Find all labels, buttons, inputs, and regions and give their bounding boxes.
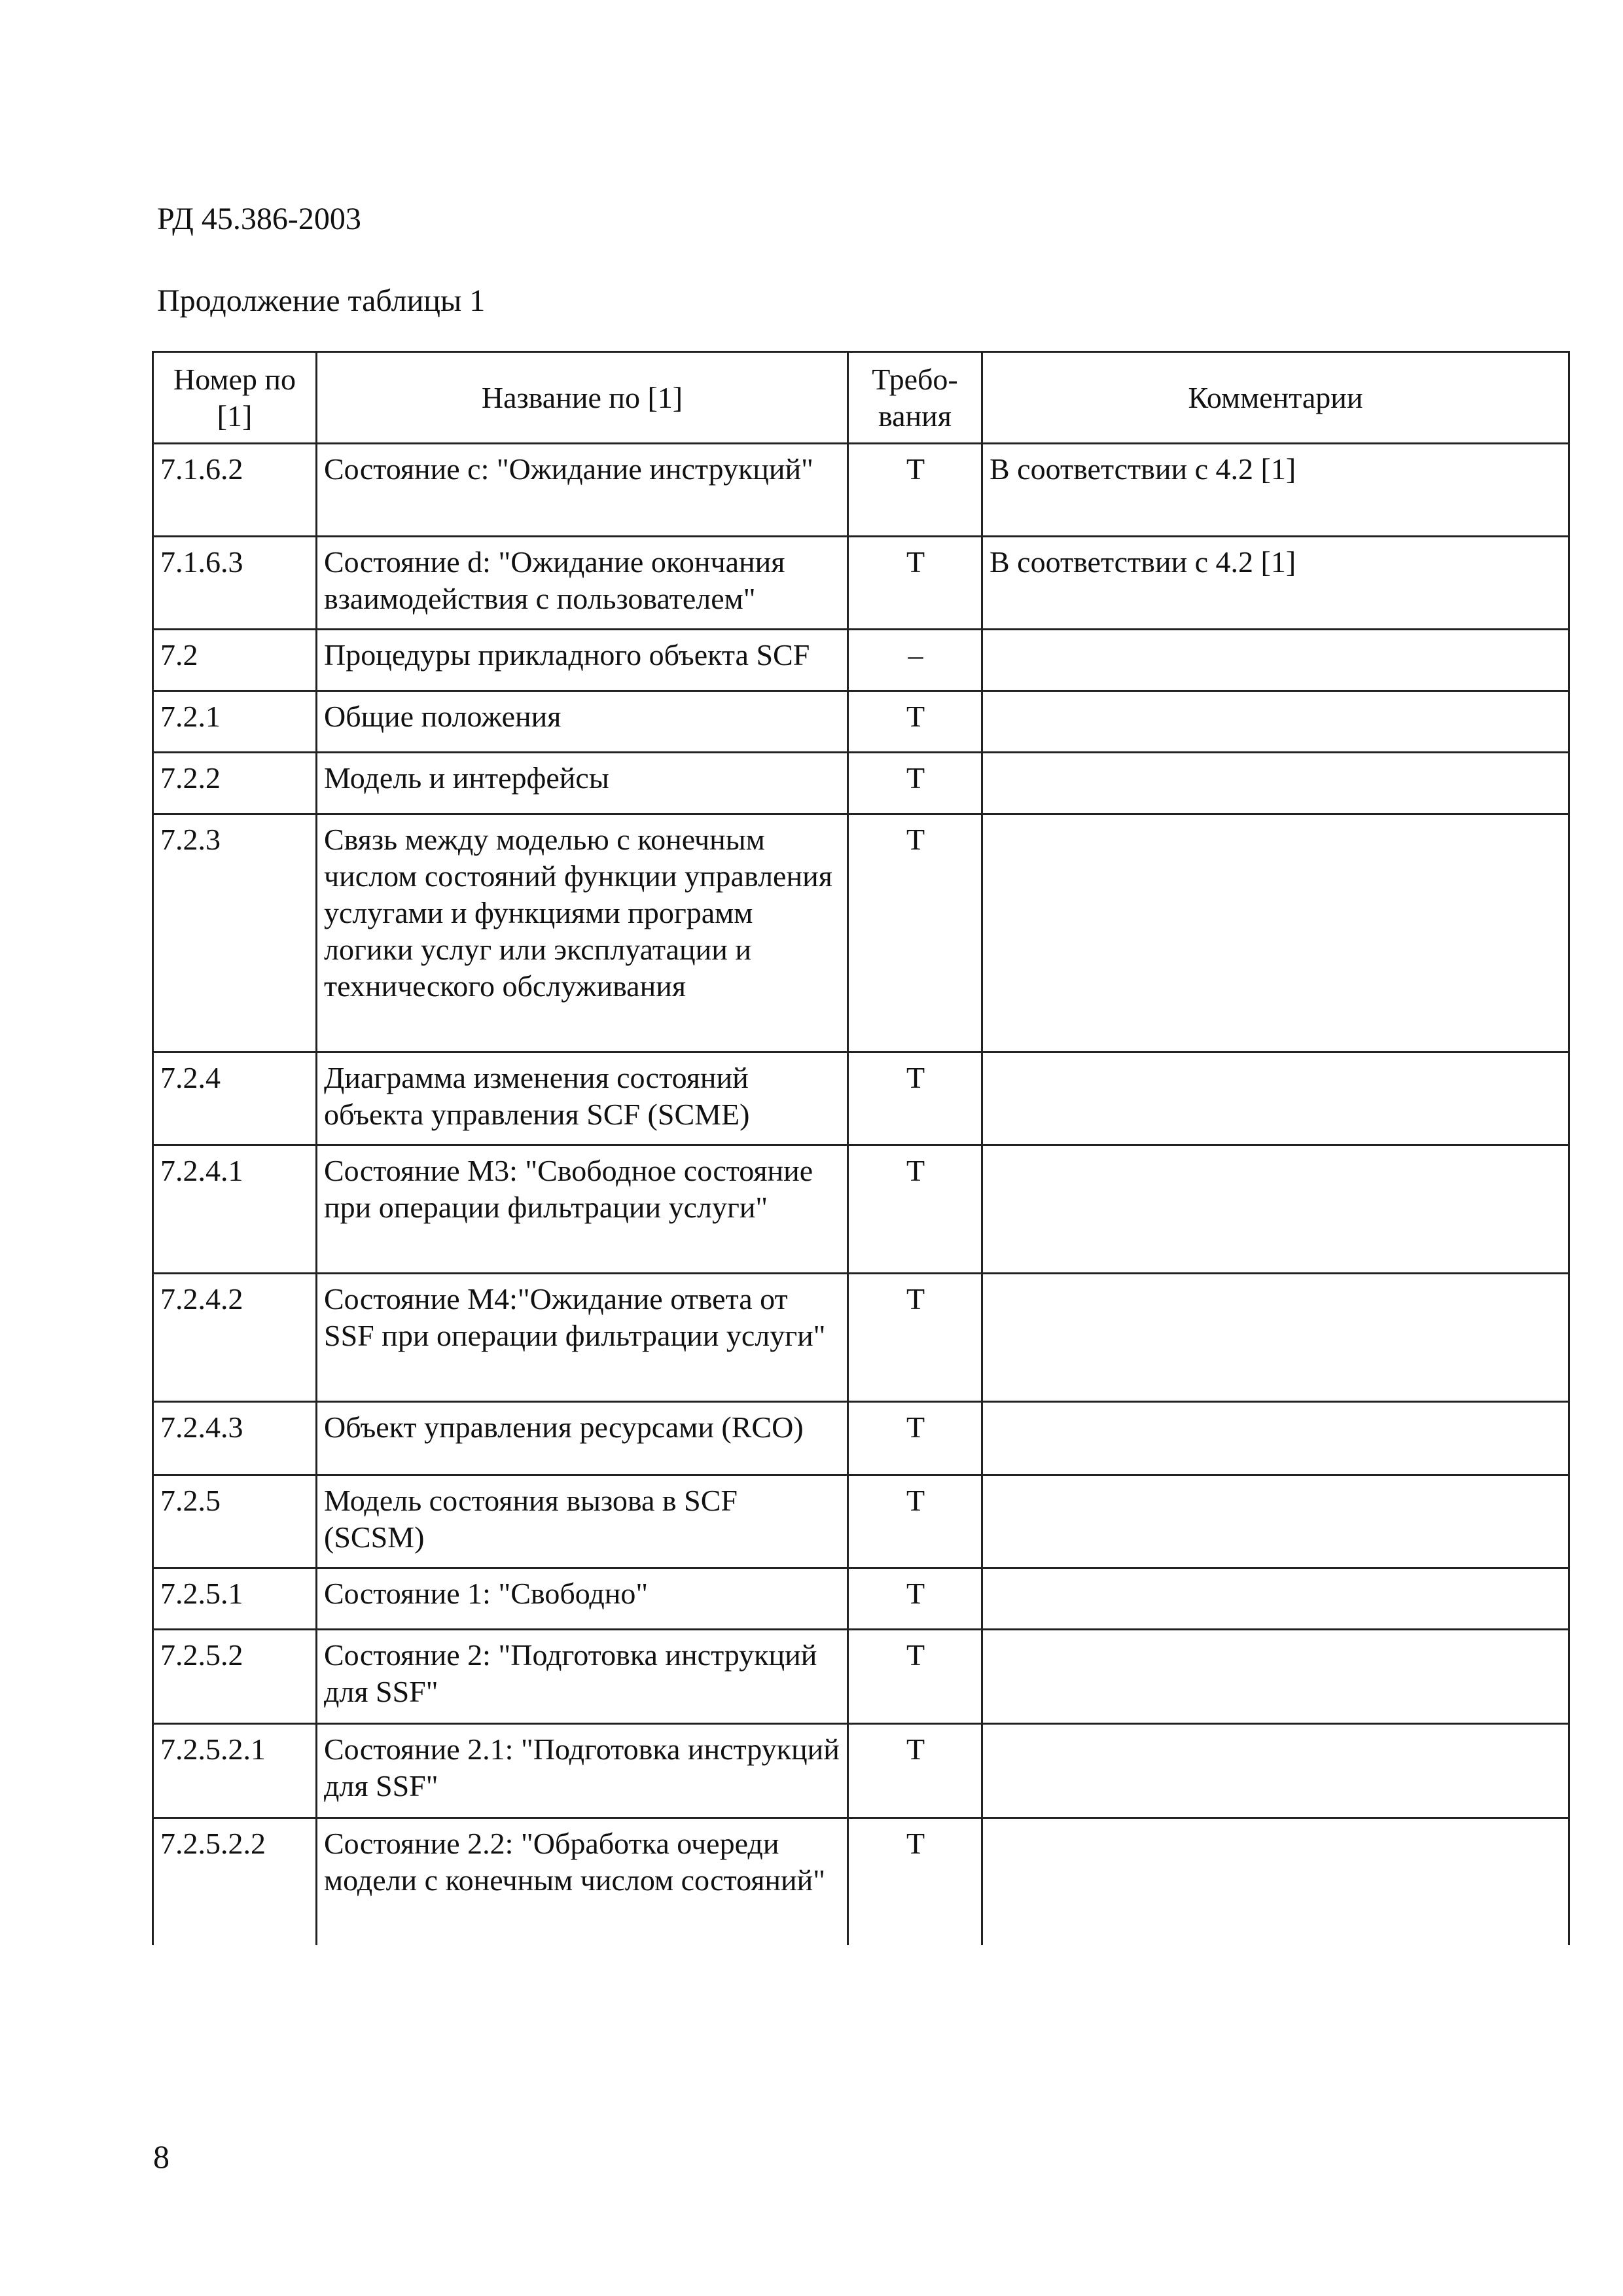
- requirements-table: [152, 351, 1570, 1945]
- column-header-number: Номер по [1]: [153, 352, 317, 444]
- cell-name: Состояние 2: "Подготовка инструкций для SSF": [317, 1630, 848, 1724]
- cell-comment: В соответствии с 4.2 [1]: [982, 444, 1569, 537]
- cell-comment: В соответствии с 4.2 [1]: [982, 537, 1569, 630]
- cell-number: 7.1.6.2: [153, 444, 317, 537]
- requirements-table-container: [152, 351, 1568, 1945]
- table-header-row: [153, 352, 1569, 444]
- cell-requirement: –: [848, 630, 982, 691]
- cell-comment: [982, 1475, 1569, 1568]
- cell-comment: [982, 630, 1569, 691]
- cell-requirement: Т: [848, 753, 982, 814]
- page-number: 8: [153, 2138, 169, 2175]
- cell-name: Состояние 1: "Свободно": [317, 1568, 848, 1630]
- cell-requirement: Т: [848, 1630, 982, 1724]
- cell-name: Состояние 2.1: "Подготовка инструкций для SSF": [317, 1724, 848, 1818]
- cell-comment: [982, 1568, 1569, 1630]
- cell-comment: [982, 1145, 1569, 1274]
- table-row: [153, 753, 1569, 814]
- column-header-comments: Комментарии: [982, 352, 1569, 444]
- cell-requirement: Т: [848, 691, 982, 753]
- table-row: [153, 537, 1569, 630]
- column-header-requirements: Требо-вания: [848, 352, 982, 444]
- cell-requirement: Т: [848, 1052, 982, 1145]
- cell-comment: [982, 691, 1569, 753]
- table-row: [153, 1052, 1569, 1145]
- cell-name: Состояние М3: "Свободное состояние при операции фильтрации услуги": [317, 1145, 848, 1274]
- cell-comment: [982, 753, 1569, 814]
- cell-name: Модель и интерфейсы: [317, 753, 848, 814]
- cell-requirement: Т: [848, 1145, 982, 1274]
- table-row: [153, 814, 1569, 1052]
- cell-requirement: Т: [848, 444, 982, 537]
- table-row: [153, 444, 1569, 537]
- table-row: [153, 1145, 1569, 1274]
- cell-name: Связь между моделью с конечным числом состояний функции управления услугами и функциями программ логики услуг или эксплуатации и технического обслуживания: [317, 814, 848, 1052]
- cell-name: Объект управления ресурсами (RCO): [317, 1402, 848, 1475]
- cell-comment: [982, 1818, 1569, 1945]
- table-row: [153, 1274, 1569, 1402]
- cell-number: 7.2.2: [153, 753, 317, 814]
- cell-number: 7.2.5.2.2: [153, 1818, 317, 1945]
- cell-number: 7.2.5.2.1: [153, 1724, 317, 1818]
- cell-name: Состояние 2.2: "Обработка очереди модели с конечным числом состояний": [317, 1818, 848, 1945]
- cell-number: 7.2.4.1: [153, 1145, 317, 1274]
- cell-number: 7.2.5.2: [153, 1630, 317, 1724]
- table-row: [153, 1475, 1569, 1568]
- cell-requirement: Т: [848, 1818, 982, 1945]
- cell-number: 7.2.4.3: [153, 1402, 317, 1475]
- cell-requirement: Т: [848, 1724, 982, 1818]
- cell-name: Процедуры прикладного объекта SCF: [317, 630, 848, 691]
- table-row: [153, 1402, 1569, 1475]
- cell-number: 7.1.6.3: [153, 537, 317, 630]
- cell-number: 7.2.3: [153, 814, 317, 1052]
- cell-requirement: Т: [848, 814, 982, 1052]
- cell-requirement: Т: [848, 1475, 982, 1568]
- cell-name: Состояние М4:"Ожидание ответа от SSF при операции фильтрации услуги": [317, 1274, 848, 1402]
- table-row: [153, 691, 1569, 753]
- cell-number: 7.2.4: [153, 1052, 317, 1145]
- cell-number: 7.2.1: [153, 691, 317, 753]
- table-row: [153, 1630, 1569, 1724]
- cell-comment: [982, 1724, 1569, 1818]
- table-caption: Продолжение таблицы 1: [157, 283, 486, 318]
- cell-comment: [982, 1274, 1569, 1402]
- cell-requirement: Т: [848, 1274, 982, 1402]
- cell-name: Состояние d: "Ожидание окончания взаимодействия с пользователем": [317, 537, 848, 630]
- cell-comment: [982, 1402, 1569, 1475]
- table-row: [153, 1818, 1569, 1945]
- cell-number: 7.2.5: [153, 1475, 317, 1568]
- table-row: [153, 630, 1569, 691]
- cell-comment: [982, 1052, 1569, 1145]
- cell-requirement: Т: [848, 1402, 982, 1475]
- cell-name: Состояние с: "Ожидание инструкций": [317, 444, 848, 537]
- table-row: [153, 1568, 1569, 1630]
- cell-name: Диаграмма изменения состояний объекта управления SCF (SCME): [317, 1052, 848, 1145]
- cell-number: 7.2.4.2: [153, 1274, 317, 1402]
- cell-name: Модель состояния вызова в SCF (SCSM): [317, 1475, 848, 1568]
- cell-comment: [982, 1630, 1569, 1724]
- cell-comment: [982, 814, 1569, 1052]
- cell-requirement: Т: [848, 1568, 982, 1630]
- cell-name: Общие положения: [317, 691, 848, 753]
- cell-number: 7.2: [153, 630, 317, 691]
- cell-number: 7.2.5.1: [153, 1568, 317, 1630]
- column-header-name: Название по [1]: [317, 352, 848, 444]
- document-code: РД 45.386-2003: [157, 202, 361, 236]
- table-row: [153, 1724, 1569, 1818]
- cell-requirement: Т: [848, 537, 982, 630]
